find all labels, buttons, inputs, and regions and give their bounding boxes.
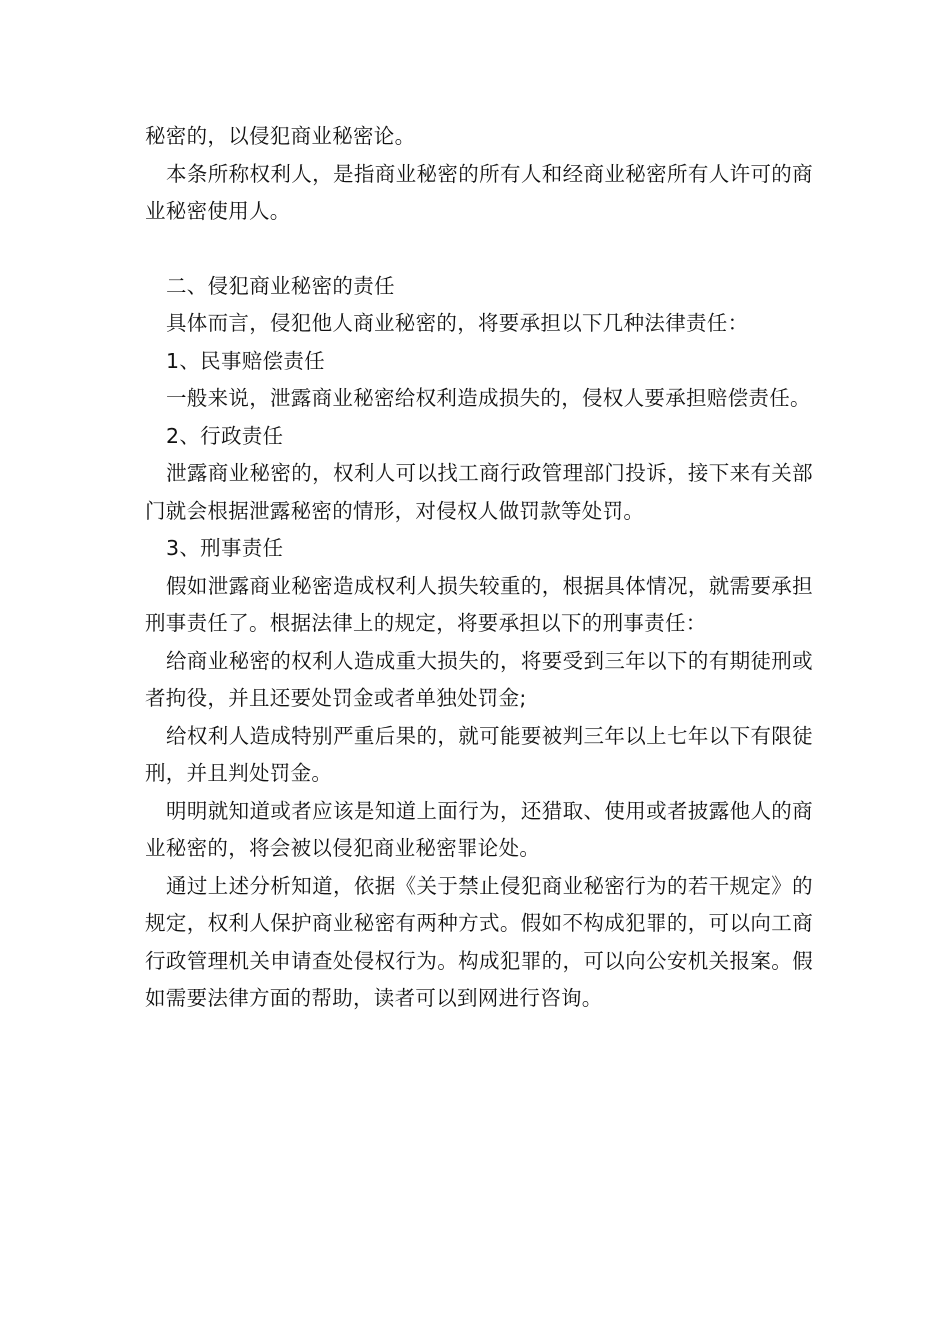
subheading-civil-liability: 1、民事赔偿责任 xyxy=(166,348,325,373)
paragraph-severe-consequence-penalty: 给权利人造成特别严重后果的，就可能要被判三年以上七年以下有限徒刑，并且判处罚金。 xyxy=(145,723,813,785)
section-heading-liability: 二、侵犯商业秘密的责任 xyxy=(166,273,395,298)
subheading-criminal-liability: 3、刑事责任 xyxy=(166,536,284,560)
paragraph-knowing-infringement: 明明就知道或者应该是知道上面行为，还猎取、使用或者披露他人的商业秘密的，将会被以侵犯商业秘密罪论处。 xyxy=(145,798,813,860)
paragraph-major-loss-penalty: 给商业秘密的权利人造成重大损失的，将要受到三年以下的有期徒刑或者拘役，并且还要处罚金或者单独处罚金; xyxy=(145,648,813,710)
paragraph-criminal-liability: 假如泄露商业秘密造成权利人损失较重的，根据具体情况，就需要承担刑事责任了。根据法律上的规定，将要承担以下的刑事责任： xyxy=(145,573,813,635)
paragraph-conclusion: 通过上述分析知道，依据《关于禁止侵犯商业秘密行为的若干规定》的规定，权利人保护商业秘密有两种方式。假如不构成犯罪的，可以向工商行政管理机关申请查处侵权行为。构成犯罪的，可以向公安机关报案。假如需要法律方面的帮助，读者可以到网进行咨询。 xyxy=(145,873,813,1010)
document-body xyxy=(145,118,813,1018)
paragraph-rights-holder-definition: 本条所称权利人，是指商业秘密的所有人和经商业秘密所有人许可的商业秘密使用人。 xyxy=(145,161,813,223)
paragraph-civil-liability: 一般来说，泄露商业秘密给权利造成损失的，侵权人要承担赔偿责任。 xyxy=(166,386,811,410)
paragraph-administrative-liability: 泄露商业秘密的，权利人可以找工商行政管理部门投诉，接下来有关部门就会根据泄露秘密的情形，对侵权人做罚款等处罚。 xyxy=(145,461,813,523)
paragraph-liability-intro: 具体而言，侵犯他人商业秘密的，将要承担以下几种法律责任： xyxy=(166,311,749,335)
subheading-administrative-liability: 2、行政责任 xyxy=(166,423,284,448)
paragraph-continuation: 秘密的，以侵犯商业秘密论。 xyxy=(145,124,416,148)
blank-line xyxy=(145,231,813,268)
